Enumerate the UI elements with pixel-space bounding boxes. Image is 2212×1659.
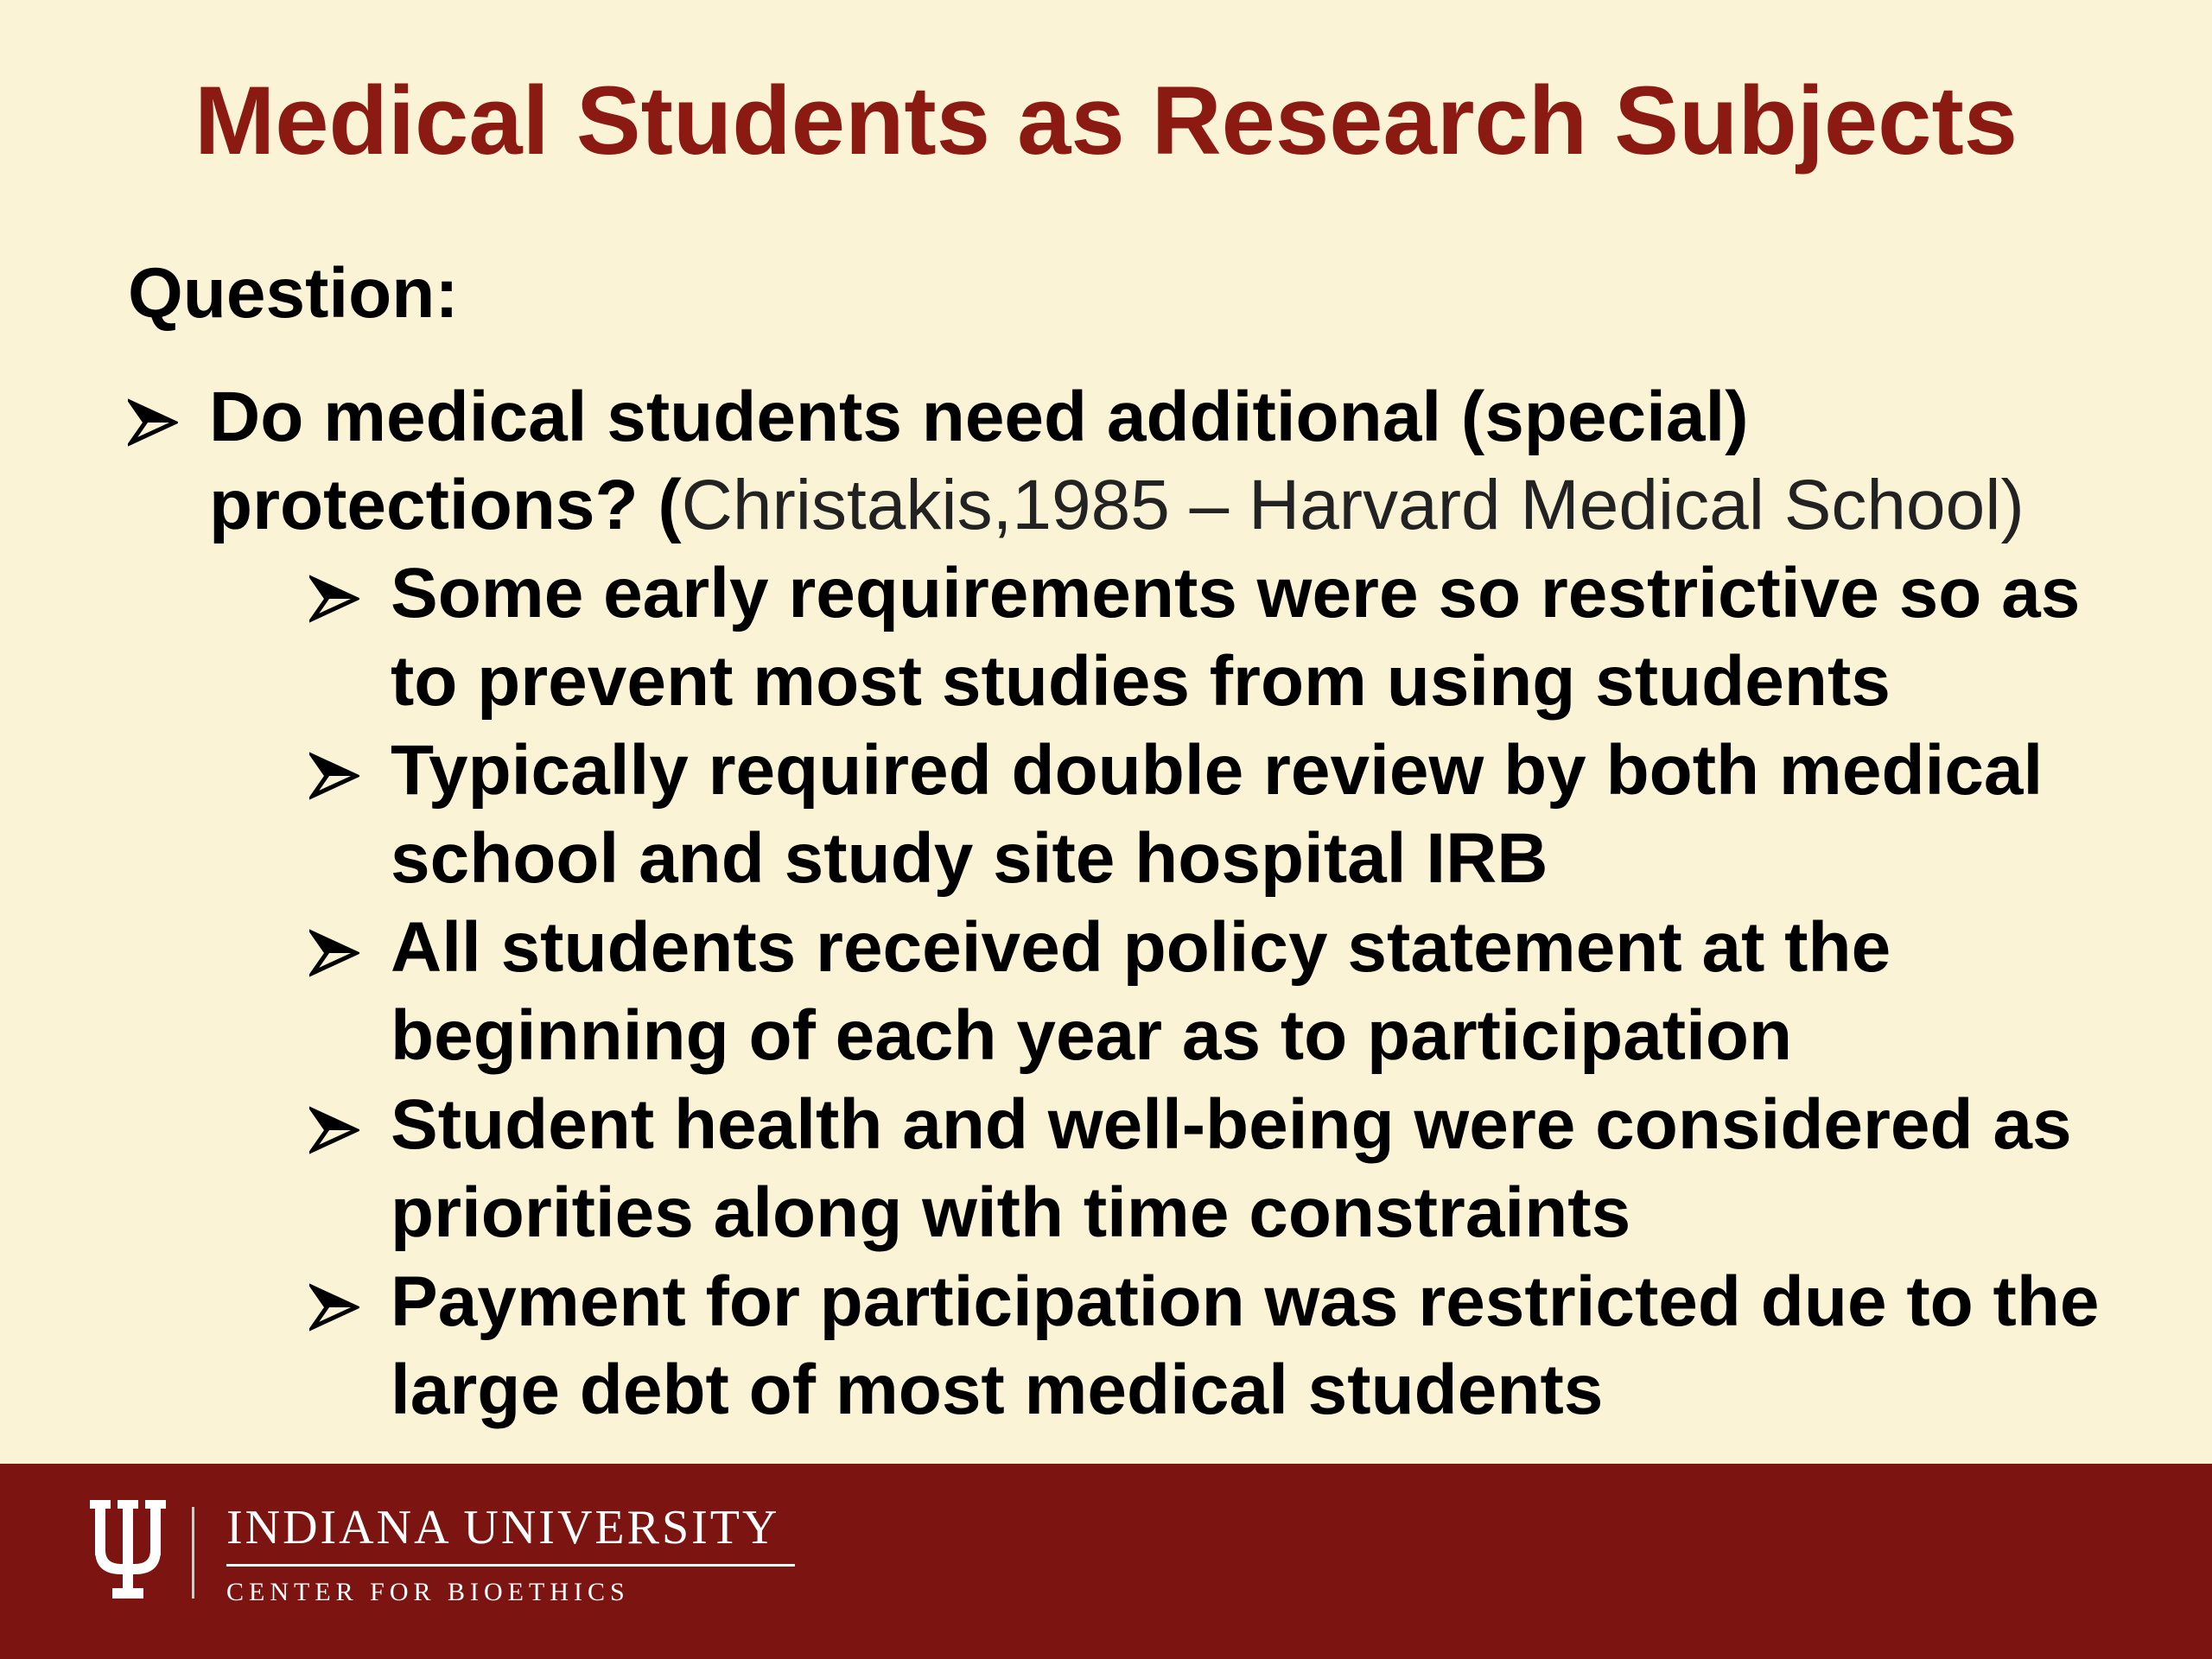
department-name: CENTER FOR BIOETHICS xyxy=(226,1578,630,1606)
sub-bullet-text: Student health and well-being were considered as priorities along with time constraints xyxy=(391,1085,2072,1252)
footer-bar xyxy=(0,1464,2212,1659)
sub-bullet xyxy=(391,1258,2153,1434)
sub-bullet-text: Payment for participation was restricted due to the large debt of most medical students xyxy=(391,1262,2100,1429)
sub-bullet-text: All students received policy statement at the beginning of each year as to participation xyxy=(391,908,1891,1075)
institution-name: INDIANA UNIVERSITY xyxy=(226,1501,780,1554)
main-bullet-text-line2: protections? ( xyxy=(209,466,682,544)
arrow-bullet-icon xyxy=(309,1282,359,1332)
iu-trident-icon xyxy=(86,1498,169,1605)
arrow-bullet-icon xyxy=(128,397,178,448)
footer-divider xyxy=(192,1507,194,1599)
sub-bullet xyxy=(391,550,2153,726)
main-bullet-text-line1: Do medical students need additional (special) xyxy=(209,378,1749,456)
arrow-bullet-icon xyxy=(309,751,359,801)
sub-bullet-text: Some early requirements were so restrictive so as to prevent most studies from using students xyxy=(391,554,2081,721)
arrow-bullet-icon xyxy=(309,1105,359,1155)
sub-bullet-text: Typically required double review by both medical school and study site hospital IRB xyxy=(391,731,2044,898)
sub-bullet xyxy=(391,904,2153,1080)
footer-rule xyxy=(226,1564,795,1567)
sub-bullet xyxy=(391,1081,2153,1257)
arrow-bullet-icon xyxy=(309,928,359,978)
sub-bullet xyxy=(391,727,2153,903)
citation: Christakis,1985 – Harvard Medical School) xyxy=(681,466,2024,544)
question-label: Question: xyxy=(128,254,459,333)
slide-title: Medical Students as Research Subjects xyxy=(194,67,2018,175)
arrow-bullet-icon xyxy=(309,574,359,624)
main-bullet xyxy=(209,373,2153,550)
